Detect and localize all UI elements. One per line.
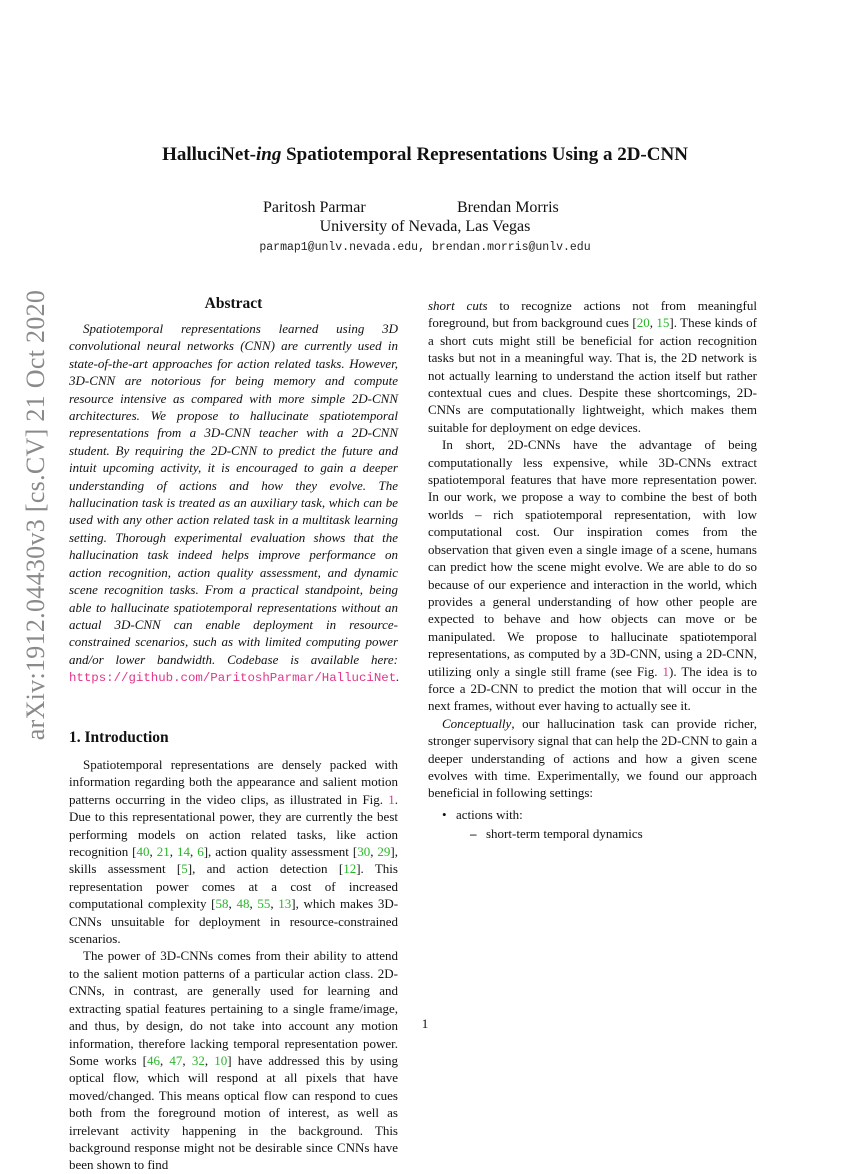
abstract-text: Spatiotemporal representations learned using 3D convolutional neural networks (CNN) are currently used in state-of-the-art approaches for action related tasks. However, 3D-CNN are notorious for being memory and compute resource intensive as compared with more simple 2D-CNN architectures. We propose to hallucinate spatiotemporal representations from a 3D-CNN teacher with a 2D-CNN student. By requiring the 2D-CNN to predict the future and intuit upcoming activity, it is encouraged to gain a deeper understanding of actions and how they evolve. The hallucination task is treated as an auxiliary task, which can be used with any other action related task in a multitask learning setting. Thorough experimental evaluation shows that the hallucination task indeed helps improve performance on action recognition, action quality assessment, and dynamic scene recognition tasks. From a practical standpoint, being able to hallucinate spatiotemporal representations without an actual 3D-CNN can enable deployment in resource-constrained scenarios, such as with limited computing power and/or lower bandwidth. Codebase is available here:	[69, 321, 398, 667]
citation[interactable]: 10	[214, 1052, 228, 1068]
emphasis: Conceptually	[442, 715, 512, 731]
paper-title	[0, 144, 850, 166]
citation[interactable]: 6	[197, 844, 204, 860]
citation[interactable]: 21	[156, 844, 170, 860]
citation[interactable]: 48	[236, 896, 250, 912]
text-run: to recognize actions not from meaningful foreground, but from background cues [	[428, 298, 757, 331]
bullet-icon: •	[442, 806, 447, 822]
text-run: The power of 3D-CNNs comes from their ability to attend to the salient motion patterns of a particular action class. 2D-CNNs, in contrast, are generally used for learning and extracting spatial features pertaining to a single frame/image, and thus, by design, do not take into account any motion information, therefore lacking temporal representation power. Some works [	[69, 948, 398, 1068]
title-part2: Spatiotemporal Representations Using a 2D-CNN	[281, 144, 688, 165]
introduction-heading: 1. Introduction	[69, 729, 169, 746]
sub-list	[456, 825, 757, 842]
abstract-heading: Abstract	[204, 295, 263, 312]
citation[interactable]: 12	[343, 861, 357, 877]
text-run: ], skills assessment [	[69, 844, 399, 877]
citation[interactable]: 40	[136, 844, 150, 860]
citation[interactable]: 32	[191, 1052, 205, 1068]
dash-icon: –	[470, 826, 477, 842]
settings-list	[428, 806, 757, 843]
text-run: ). The idea is to force a 2D-CNN to predict the motion that will occur in the next frames, without ever having to actually see it.	[428, 663, 757, 714]
sub-list-item-text: short-term temporal dynamics	[486, 826, 643, 842]
page-number: 1	[421, 1016, 429, 1031]
intro-right-column	[428, 297, 757, 843]
abstract-text-end: .	[396, 669, 400, 685]
figure-ref[interactable]: 1	[388, 791, 395, 807]
citation[interactable]: 47	[169, 1052, 183, 1068]
text-run: ], which makes 3D-CNNs unsuitable for deployment in resource-constrained scenarios.	[69, 896, 399, 947]
citation[interactable]: 58	[215, 896, 229, 912]
citation[interactable]: 29	[377, 844, 391, 860]
abstract-body	[69, 320, 398, 688]
text-run: In short, 2D-CNNs have the advantage of being computationally less expensive, while 3D-CNNs extract spatiotemporal features that have more representation power. In our work, we propose a way to combine the best of both worlds – rich spatiotemporal representation, with low computational cost. Our inspiration comes from the observation that given even a single image of a scene, humans can predict how the scene might evolve. We are able to do so because of our experience and interaction in the world, which provides a general understanding of how other people are expected to behave and how objects can move or be manipulated. We propose to hallucinate spatiotemporal representations, as computed by a 3D-CNN, using a 2D-CNN, utilizing only a single still frame (see Fig.	[428, 437, 757, 679]
codebase-link[interactable]: https://github.com/ParitoshParmar/HalluciNet	[69, 671, 397, 686]
intro-paragraph-1: Spatiotemporal representations are densely packed with information regarding both the appearance and salient motion patterns occurring in the video clips, as illustrated in Fig. 1. Due to this representational power, they are currently the best performing models on action related tasks, like action recognition [40, 21, 14, 6], action quality assessment [30, 29], skills assessment [5], and action detection [12]. This representation power comes at a cost of increased computational complexity [58, 48, 55, 13], which makes 3D-CNNs unsuitable for deployment in resource-constrained scenarios.	[69, 757, 399, 947]
text-run: ]. This representation power comes at a cost of increased computational complexity [	[69, 861, 398, 912]
citation[interactable]: 30	[357, 844, 371, 860]
list-item-text: actions with:	[456, 806, 523, 822]
citation[interactable]: 46	[147, 1052, 161, 1068]
citation[interactable]: 15	[656, 315, 670, 331]
intro-paragraph-2: The power of 3D-CNNs comes from their ability to attend to the salient motion patterns of a particular action class. 2D-CNNs, in contrast, are generally used for learning and extracting spatial features pertaining to a single frame/image, and thus, by design, do not take into account any motion information, therefore lacking temporal representation power. Some works [46, 47, 32, 10] have addressed this by using optical flow, which will respond at all pixels that have moved/changed. This means optical flow can respond to cues both from the foreground motion of interest, as well as irrelevant activity happening in the background. This background response might not be desirable since CNNs have been shown to find	[69, 948, 399, 1173]
text-run: ], action quality assessment [	[203, 844, 358, 860]
author-1: Paritosh Parmar	[263, 199, 366, 216]
title-italic: ing	[256, 144, 282, 165]
title-part1: HalluciNet-	[162, 144, 256, 165]
citation[interactable]: 20	[636, 315, 650, 331]
text-run: , our hallucination task can provide richer, stronger supervisory signal that can help the 2D-CNN to gain a deeper understanding of actions and how a given scene evolves with time. Experimentally, we found our approach beneficial in following settings:	[428, 715, 757, 801]
emphasis: short cuts	[428, 298, 488, 313]
text-run: Spatiotemporal representations are densely packed with information regarding both the appearance and salient motion patterns occurring in the video clips, as illustrated in Fig.	[69, 757, 398, 807]
citation[interactable]: 14	[176, 844, 190, 860]
intro-paragraph-3	[428, 436, 757, 715]
sub-list-item	[470, 825, 757, 842]
author-emails[interactable]: parmap1@unlv.nevada.edu, brendan.morris@unlv.edu	[259, 241, 591, 254]
citation[interactable]: 55	[257, 896, 271, 912]
citation[interactable]: 5	[181, 861, 188, 877]
author-2: Brendan Morris	[457, 199, 559, 216]
text-run: ], and action detection [	[187, 861, 344, 877]
figure-ref[interactable]: 1	[662, 663, 670, 679]
intro-paragraph-4	[428, 715, 757, 802]
affiliation: University of Nevada, Las Vegas	[319, 218, 531, 235]
text-run: ]. These kinds of a short cuts might still be beneficial for action recognition tasks but not in a meaningful way. That is, the 2D network is not actually learning to understand the action itself but rather contextual cues and clues. Despite these shortcomings, 2D-CNNs are computationally lightweight, which makes them suitable for deployment on edge devices.	[428, 315, 758, 435]
intro-left-column	[69, 756, 399, 1173]
intro-paragraph-2-continued: short cuts to recognize actions not from meaningful foreground, but from background cues [20, 15]. These kinds of a short cuts might still be beneficial for action recognition tasks but not in a meaningful way. That is, the 2D network is not actually learning to understand the action itself but rather contextual cues and clues. Despite these shortcomings, 2D-CNNs are computationally lightweight, which makes them suitable for deployment on edge devices.	[428, 298, 758, 435]
list-item	[442, 806, 757, 843]
arxiv-stamp: arXiv:1912.04430v3 [cs.CV] 21 Oct 2020	[21, 289, 50, 741]
text-run: ] have addressed this by using optical flow, which will respond at all pixels that have moved/changed. This means optical flow can respond to cues both from the foreground motion of interest, as well as irrelevant activity happening in the background. This background response might not be desirable since CNNs have been shown to find	[69, 1052, 399, 1173]
text-run: . Due to this representational power, they are currently the best performing models on action related tasks, like action recognition [	[69, 791, 398, 860]
citation[interactable]: 13	[278, 896, 292, 912]
